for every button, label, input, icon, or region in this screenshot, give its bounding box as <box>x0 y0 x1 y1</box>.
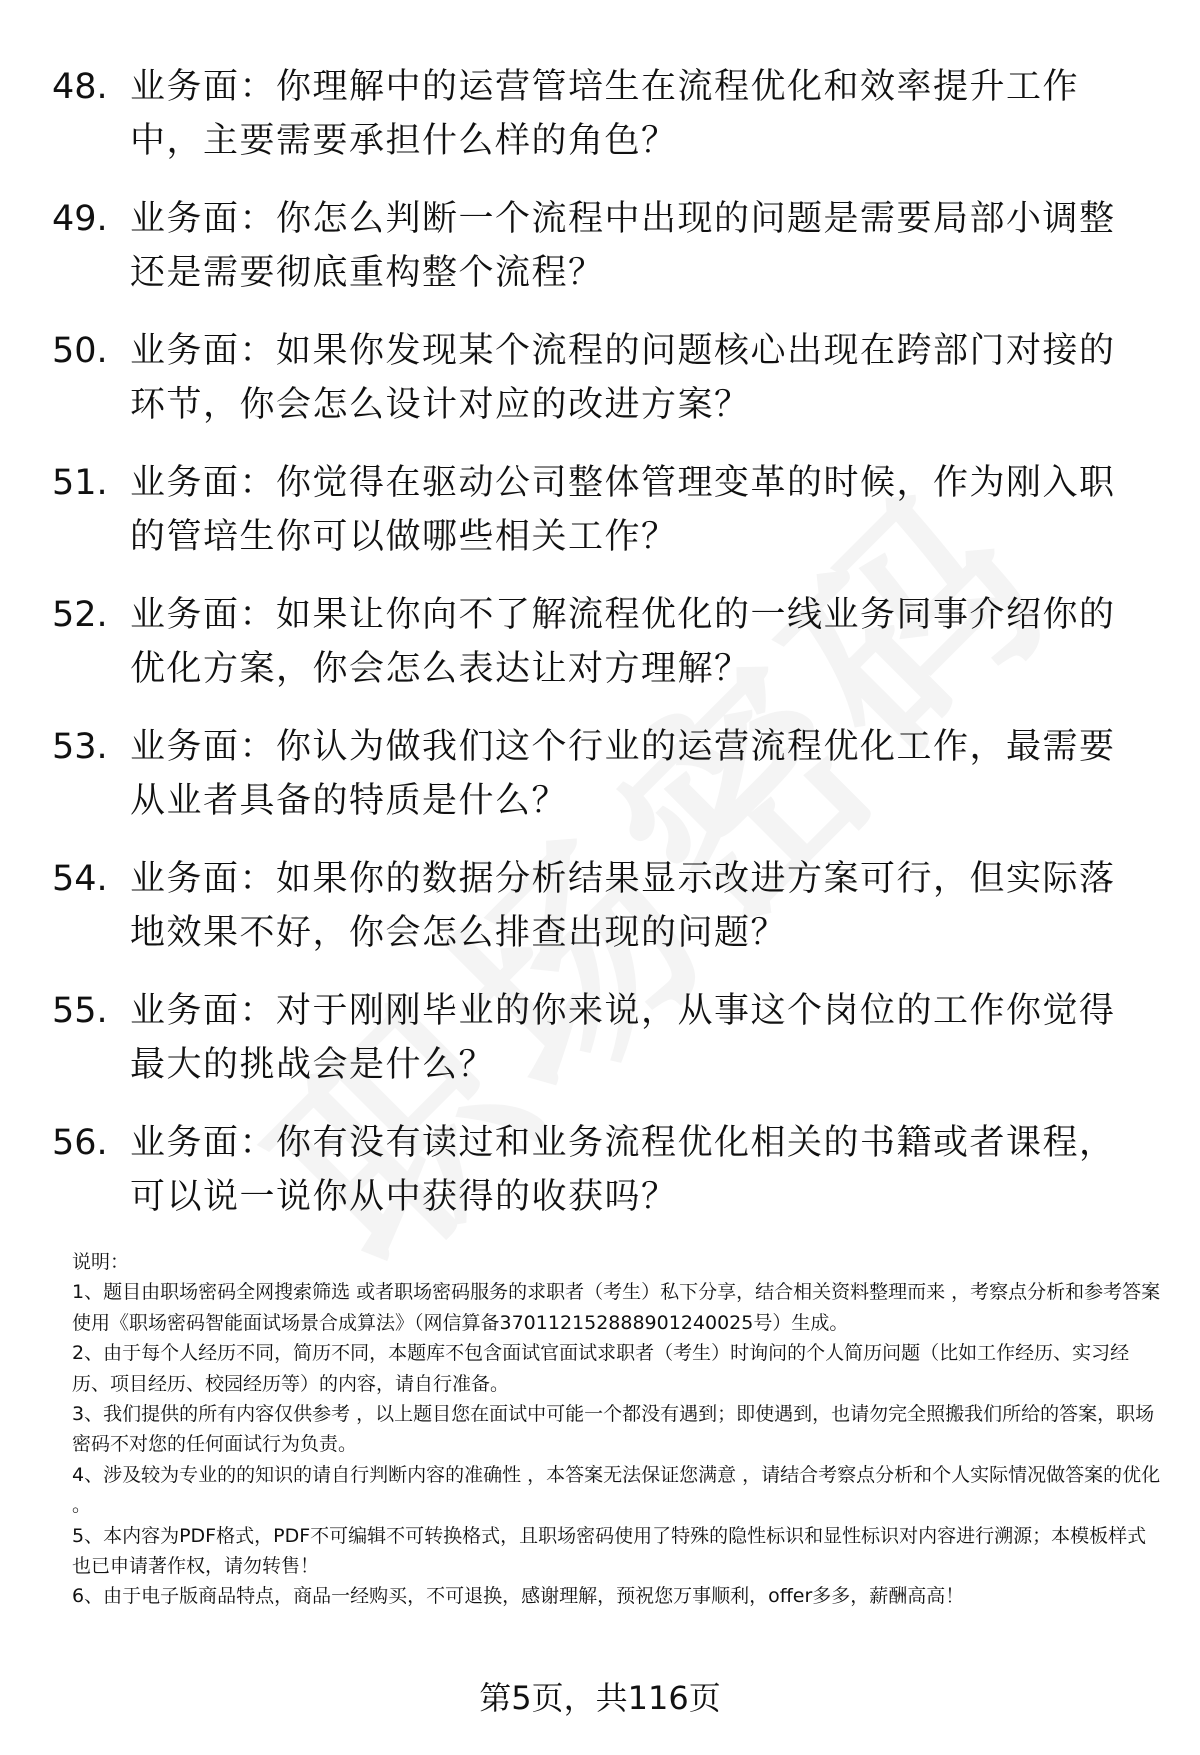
notes-section <box>72 1247 1164 1612</box>
note-item: 1、题目由职场密码全网搜索筛选 或者职场密码服务的求职者（考生）私下分享，结合相关资料整理而来 ，考察点分析和参考答案使用《职场密码智能面试场景合成算法》（网信算备370112152888901240025号）生成。 <box>72 1281 1161 1334</box>
question-text: 业务面：如果你发现某个流程的问题核心出现在跨部门对接的环节，你会怎么设计对应的改进方案？ <box>130 331 1116 425</box>
question-number: 53. <box>52 727 108 767</box>
question-item <box>52 852 1152 984</box>
question-item <box>52 588 1152 720</box>
question-item <box>52 192 1152 324</box>
question-text: 业务面：你认为做我们这个行业的运营流程优化工作，最需要从业者具备的特质是什么？ <box>130 727 1116 821</box>
question-text: 业务面：你怎么判断一个流程中出现的问题是需要局部小调整还是需要彻底重构整个流程？ <box>130 199 1116 293</box>
question-number: 55. <box>52 991 108 1031</box>
question-item <box>52 1116 1152 1248</box>
question-text: 业务面：你觉得在驱动公司整体管理变革的时候，作为刚入职的管培生你可以做哪些相关工作？ <box>130 463 1116 557</box>
note-item: 2、由于每个人经历不同，简历不同，本题库不包含面试官面试求职者（考生）时询问的个人简历问题（比如工作经历、实习经历、项目经历、校园经历等）的内容，请自行准备。 <box>72 1342 1130 1395</box>
question-item <box>52 324 1152 456</box>
question-text: 业务面：对于刚刚毕业的你来说，从事这个岗位的工作你觉得最大的挑战会是什么？ <box>130 991 1116 1085</box>
note-item: 6、由于电子版商品特点，商品一经购买，不可退换，感谢理解，预祝您万事顺利，offer多多，薪酬高高！ <box>72 1585 965 1608</box>
question-item <box>52 720 1152 852</box>
question-text: 业务面：你理解中的运营管培生在流程优化和效率提升工作中，主要需要承担什么样的角色？ <box>130 67 1080 161</box>
question-text: 业务面：如果你的数据分析结果显示改进方案可行，但实际落地效果不好，你会怎么排查出现的问题？ <box>130 859 1116 953</box>
note-item: 3、我们提供的所有内容仅供参考 ，以上题目您在面试中可能一个都没有遇到；即使遇到，也请勿完全照搬我们所给的答案，职场密码不对您的任何面试行为负责。 <box>72 1403 1155 1456</box>
question-number: 54. <box>52 859 108 899</box>
question-item <box>52 984 1152 1116</box>
question-number: 51. <box>52 463 108 503</box>
question-number: 52. <box>52 595 108 635</box>
question-item <box>52 456 1152 588</box>
page-number: 第5页，共116页 <box>479 1679 721 1717</box>
note-item: 5、本内容为PDF格式，PDF不可编辑不可转换格式，且职场密码使用了特殊的隐性标识和显性标识对内容进行溯源；本模板样式也已申请著作权，请勿转售！ <box>72 1524 1147 1578</box>
question-text: 业务面：你有没有读过和业务流程优化相关的书籍或者课程，可以说一说你从中获得的收获吗？ <box>130 1123 1116 1217</box>
question-text: 业务面：如果让你向不了解流程优化的一线业务同事介绍你的优化方案，你会怎么表达让对方理解？ <box>130 595 1116 689</box>
question-number: 48. <box>52 67 108 107</box>
question-number: 49. <box>52 199 108 239</box>
notes-heading: 说明： <box>72 1251 130 1273</box>
note-item: 4、涉及较为专业的的知识的请自行判断内容的准确性 ，本答案无法保证您满意 ，请结合考察点分析和个人实际情况做答案的优化 。 <box>72 1463 1161 1517</box>
question-item <box>52 60 1152 192</box>
question-number: 56. <box>52 1123 108 1163</box>
question-number: 50. <box>52 331 108 371</box>
question-list <box>52 60 1152 1248</box>
